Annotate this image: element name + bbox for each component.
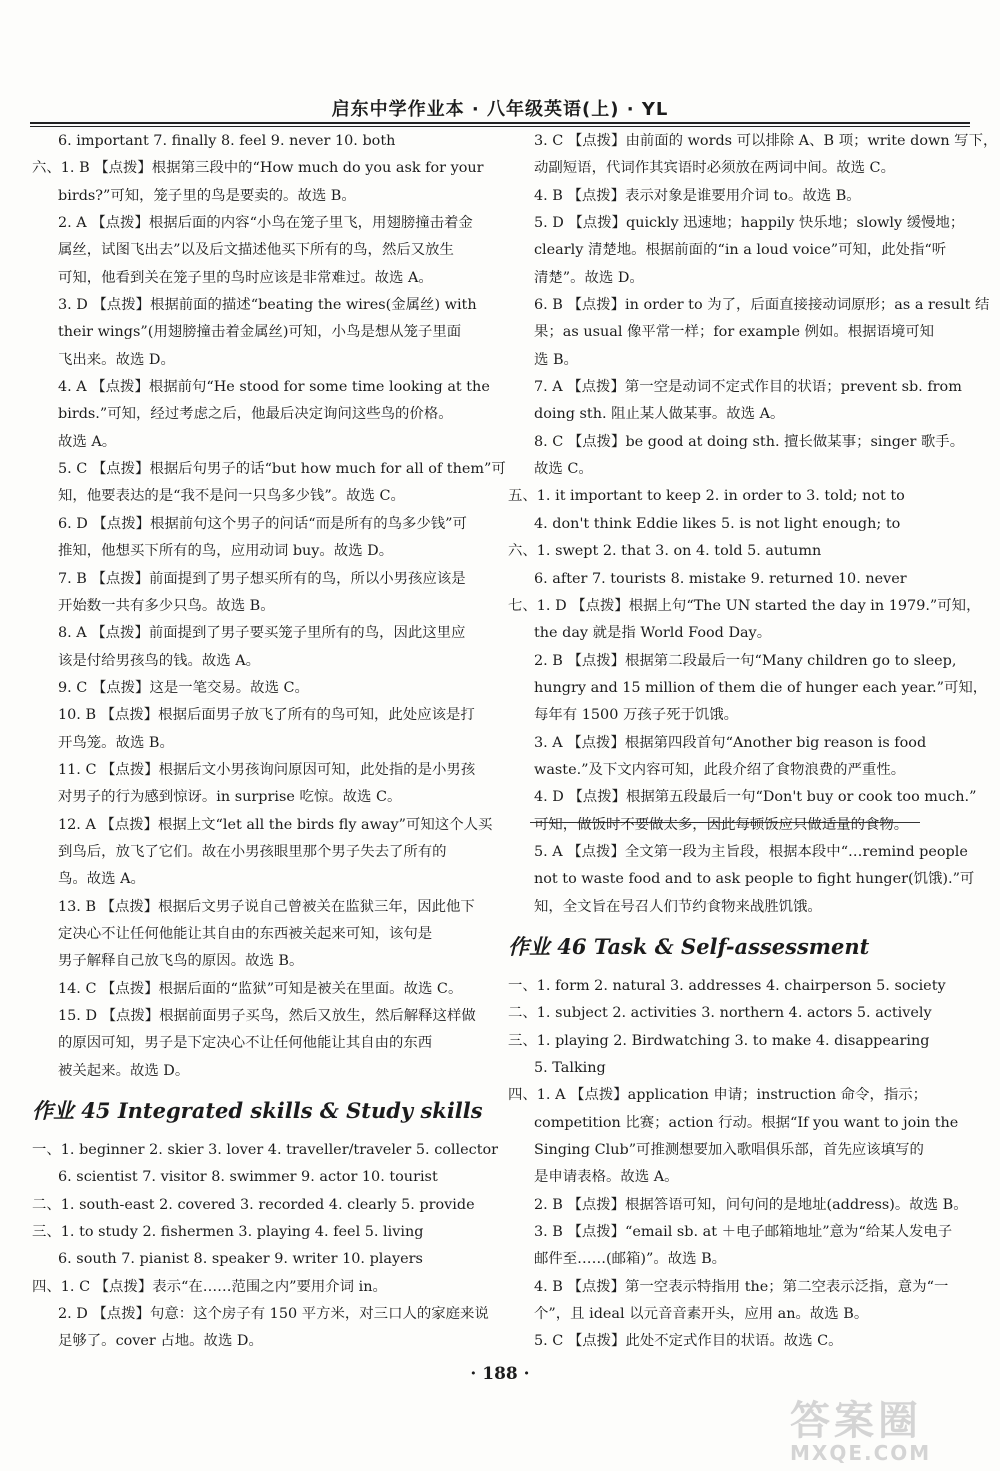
page-header: 启东中学作业本 · 八年级英语(上) · YL — [331, 99, 669, 120]
answer-line: 故选 C。 — [534, 461, 593, 478]
answer-line: Singing Club”可推测想要加入歌唱俱乐部，首先应该填写的 — [534, 1142, 924, 1159]
answer-line: 5. Talking — [534, 1060, 606, 1076]
right-column — [508, 128, 998, 1356]
answer-line: 4. don't think Eddie likes 5. is not light enough; to — [534, 515, 901, 532]
watermark-cn: 答案圈 — [790, 1398, 922, 1444]
answer-line: 六、1. swept 2. that 3. on 4. told 5. autumn — [508, 543, 822, 560]
answer-line: 一、1. form 2. natural 3. addresses 4. chairperson 5. society — [508, 977, 946, 994]
answer-line: 到鸟后，放飞了它们。故在小男孩眼里那个男子失去了所有的 — [58, 843, 447, 860]
answer-line: their wings”(用翅膀撞击着金属丝)可知，小鸟是想从笼子里面 — [58, 324, 462, 341]
answer-line: 邮件至……(邮箱)”。故选 B。 — [534, 1251, 727, 1268]
section-heading: 作业 45 Integrated skills & Study skills — [32, 1098, 483, 1124]
answer-line: birds.”可知，经过考虑之后，他最后决定询问这些鸟的价格。 — [58, 406, 453, 423]
answer-line: birds?”可知，笼子里的鸟是要卖的。故选 B。 — [58, 187, 356, 204]
answer-line: 13. B 【点拨】根据后文男子说自己曾被关在监狱三年，因此他下 — [58, 898, 475, 915]
page-number: · 188 · — [470, 1364, 530, 1384]
answer-line: not to waste food and to ask people to fight hunger(饥饿).”可 — [534, 871, 975, 888]
answer-line: 4. A 【点拨】根据前句“He stood for some time looking at the — [58, 379, 490, 396]
answer-line: 对男子的行为感到惊讶。in surprise 吃惊。故选 C。 — [58, 789, 402, 806]
answer-line: 的原因可知，男子是下定决心不让任何他能让其自由的东西 — [58, 1035, 433, 1052]
answer-line: 三、1. to study 2. fishermen 3. playing 4. feel 5. living — [32, 1224, 424, 1241]
answer-line: competition 比赛；action 行动。根据“If you want to join the — [534, 1114, 959, 1131]
answer-line: 9. C 【点拨】这是一笔交易。故选 C。 — [58, 679, 309, 696]
watermark-logo — [790, 1400, 990, 1465]
answer-line: the day 就是指 World Food Day。 — [534, 625, 772, 642]
answer-line: 8. A 【点拨】前面提到了男子要买笼子里所有的鸟，因此这里应 — [58, 625, 466, 642]
answer-line: 四、1. C 【点拨】表示“在……范围之内”要用介词 in。 — [32, 1278, 387, 1295]
answer-line: 五、1. it important to keep 2. in order to 3. told; not to — [508, 488, 905, 505]
answer-line: 4. B 【点拨】表示对象是谁要用介词 to。故选 B。 — [534, 187, 861, 204]
answer-line: 12. A 【点拨】根据上文“let all the birds fly away”可知这个人买 — [58, 816, 493, 833]
answer-line: 15. D 【点拨】根据前面男子买鸟，然后又放生，然后解释这样做 — [58, 1008, 476, 1024]
answer-line: 清楚”。故选 D。 — [534, 269, 644, 286]
answer-line: 3. D 【点拨】根据前面的描述“beating the wires(金属丝) with — [58, 297, 477, 314]
answer-line: 4. D 【点拨】根据第五段最后一句“Don't buy or cook too much.” — [534, 789, 977, 806]
answer-line: 5. D 【点拨】quickly 迅速地；happily 快乐地；slowly 缓慢地； — [534, 215, 965, 232]
answer-line: 定决心不让任何他能让其自由的东西被关起来可知，该句是 — [58, 925, 433, 942]
answer-line: 个”，且 ideal 以元音音素开头，应用 an。故选 B。 — [534, 1306, 869, 1323]
watermark-en: MXQE.COM — [790, 1441, 932, 1465]
answer-line: waste.”及下文内容可知，此段介绍了食物浪费的严重性。 — [534, 761, 906, 778]
answer-line: 开鸟笼。故选 B。 — [58, 734, 174, 751]
answer-line: 飞出来。故选 D。 — [58, 351, 175, 368]
answer-line: 知，全文旨在号召人们节约食物来战胜饥饿。 — [534, 898, 822, 915]
answer-line: 6. after 7. tourists 8. mistake 9. returned 10. never — [534, 570, 907, 587]
answer-line: 2. B 【点拨】根据第二段最后一句“Many children go to sleep, — [534, 652, 957, 669]
answer-line: 3. B 【点拨】“email sb. at ＋电子邮箱地址”意为“给某人发电子 — [534, 1224, 953, 1241]
answer-line: 二、1. subject 2. activities 3. northern 4. actors 5. actively — [508, 1005, 932, 1022]
answer-line: 开始数一共有多少只鸟。故选 B。 — [58, 597, 275, 614]
section-divider — [530, 822, 920, 823]
answer-line: 3. C 【点拨】由前面的 words 可以排除 A、B 项；write down 写下， — [534, 133, 998, 149]
left-column — [32, 128, 506, 1356]
answer-line: 7. A 【点拨】第一空是动词不定式作目的状语；prevent sb. from — [534, 379, 962, 396]
answer-line: 3. A 【点拨】根据第四段首句“Another big reason is food — [534, 734, 927, 751]
answer-line: 二、1. south-east 2. covered 3. recorded 4. clearly 5. provide — [32, 1196, 475, 1213]
answer-line: 一、1. beginner 2. skier 3. lover 4. traveller/traveler 5. collector — [32, 1142, 499, 1159]
answer-line: 七、1. D 【点拨】根据上句“The UN started the day in 1979.”可知， — [508, 597, 981, 614]
header-rule — [30, 122, 970, 124]
header-rule-thin — [30, 126, 970, 127]
answer-line: 11. C 【点拨】根据后文小男孩询问原因可知，此处指的是小男孩 — [58, 761, 476, 778]
answer-line: 男子解释自己放飞鸟的原因。故选 B。 — [58, 953, 304, 970]
answer-line: 三、1. playing 2. Birdwatching 3. to make 4. disappearing — [508, 1032, 930, 1049]
answer-line: 可知，做饭时不要做太多，因此每顿饭应只做适量的食物。 — [534, 816, 909, 833]
answer-line: 足够了。cover 占地。故选 D。 — [58, 1333, 263, 1350]
answer-line: 该是付给男孩鸟的钱。故选 A。 — [58, 652, 261, 669]
answer-line: 2. A 【点拨】根据后面的内容“小鸟在笼子里飞，用翅膀撞击着金 — [58, 215, 473, 232]
answer-line: 是申请表格。故选 A。 — [534, 1169, 679, 1186]
answer-line: 每年有 1500 万孩子死于饥饿。 — [534, 707, 739, 724]
answer-line: 6. important 7. finally 8. feel 9. never 10. both — [58, 133, 396, 149]
answer-line: 属丝，试图飞出去”以及后文描述他买下所有的鸟，然后又放生 — [58, 242, 454, 259]
answer-line: 四、1. A 【点拨】application 申请；instruction 命令，指示； — [508, 1087, 928, 1104]
answer-line: 6. scientist 7. visitor 8. swimmer 9. actor 10. tourist — [58, 1169, 438, 1186]
answer-line: 14. C 【点拨】根据后面的“监狱”可知是被关在里面。故选 C。 — [58, 980, 463, 997]
answer-line: 5. A 【点拨】全文第一段为主旨段，根据本段中“…remind people — [534, 843, 968, 860]
answer-line: 推知，他想买下所有的鸟，应用动词 buy。故选 D。 — [58, 543, 394, 560]
answer-line: 8. C 【点拨】be good at doing sth. 擅长做某事；singer 歌手。 — [534, 433, 965, 450]
answer-line: 故选 A。 — [58, 433, 117, 450]
answer-line: 选 B。 — [534, 351, 578, 368]
answer-line: 2. B 【点拨】根据答语可知，问句问的是地址(address)。故选 B。 — [534, 1196, 968, 1213]
answer-line: 5. C 【点拨】此处不定式作目的状语。故选 C。 — [534, 1333, 843, 1350]
answer-line: 6. south 7. pianist 8. speaker 9. writer 10. players — [58, 1251, 423, 1268]
answer-line: clearly 清楚地。根据前面的“in a loud voice”可知，此处指“听 — [534, 242, 947, 259]
answer-line: 知，他要表达的是“我不是问一只鸟多少钱”。故选 C。 — [58, 488, 405, 505]
answer-line: 动副短语，代词作其宾语时必须放在两词中间。故选 C。 — [534, 160, 895, 177]
answer-line: 4. B 【点拨】第一空表示特指用 the；第二空表示泛指，意为“一 — [534, 1278, 949, 1295]
answer-line: hungry and 15 million of them die of hunger each year.”可知， — [534, 679, 988, 696]
answer-line: 被关起来。故选 D。 — [58, 1062, 190, 1079]
answer-line: 10. B 【点拨】根据后面男子放飞了所有的鸟可知，此处应该是打 — [58, 707, 475, 724]
answer-line: 7. B 【点拨】前面提到了男子想买所有的鸟，所以小男孩应该是 — [58, 570, 466, 587]
answer-line: 可知，他看到关在笼子里的鸟时应该是非常难过。故选 A。 — [58, 269, 433, 286]
section-heading: 作业 46 Task & Self-assessment — [508, 933, 870, 959]
answer-line: 果；as usual 像平常一样；for example 例如。根据语境可知 — [534, 324, 935, 341]
answer-line: 六、1. B 【点拨】根据第三段中的“How much do you ask for your — [32, 160, 484, 177]
answer-line: 6. B 【点拨】in order to 为了，后面直接接动词原形；as a result 结 — [534, 297, 990, 314]
answer-line: 6. D 【点拨】根据前句这个男子的问话“而是所有的鸟多少钱”可 — [58, 515, 467, 532]
answer-line: 5. C 【点拨】根据后句男子的话“but how much for all of them”可 — [58, 461, 506, 478]
answer-line: 鸟。故选 A。 — [58, 871, 145, 888]
answer-line: doing sth. 阻止某人做某事。故选 A。 — [534, 406, 785, 423]
answer-line: 2. D 【点拨】句意：这个房子有 150 平方米，对三口人的家庭来说 — [58, 1306, 489, 1323]
